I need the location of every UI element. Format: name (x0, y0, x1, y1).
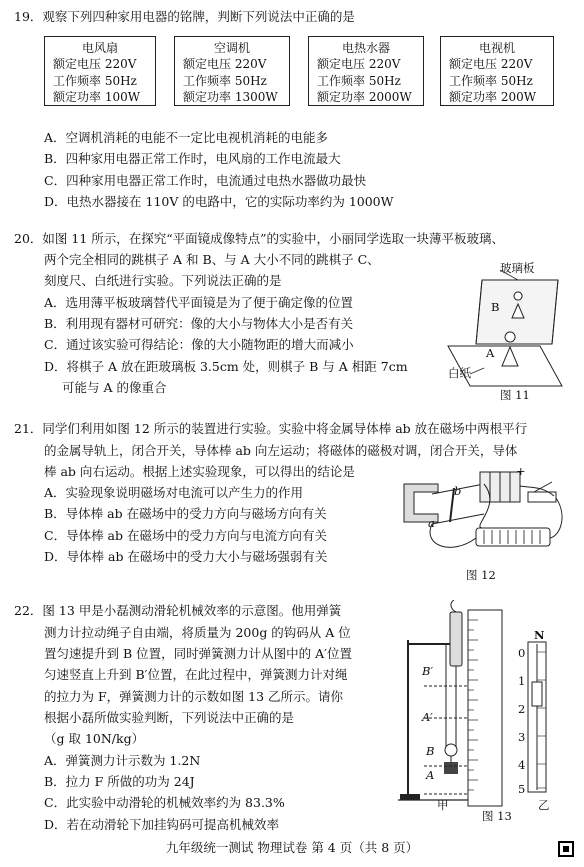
tick-1: 1 (518, 674, 526, 688)
q20-option-a: A．选用薄平板玻璃替代平面镜是为了便于确定像的位置 (44, 295, 354, 310)
q22-stem-line1: 22．图 13 甲是小磊测动滑轮机械效率的示意图。他用弹簧 (14, 603, 342, 618)
q21-option-d: D．导体棒 ab 在磁场中的受力大小与磁场强弱有关 (44, 549, 328, 564)
q22-stem-line2: 测力计拉动绳子自由端，将质量为 200g 的钩码从 A 位 (44, 625, 351, 640)
q22-option-c: C．此实验中动滑轮的机械效率约为 83.3% (44, 795, 285, 810)
nameplate-title: 电热水器 (341, 41, 390, 55)
q21-option-c: C．导体棒 ab 在磁场中的受力方向与电流方向有关 (44, 528, 327, 543)
piece-b-label: B (491, 300, 500, 314)
nameplate-frequency: 工作频率 50Hz (53, 74, 137, 88)
nameplate-voltage: 额定电压 220V (183, 57, 267, 71)
hook-weight (444, 762, 458, 774)
nameplate-voltage: 额定电压 220V (53, 57, 137, 71)
switch (528, 492, 556, 502)
label-a-prime: A′ (422, 710, 433, 724)
tick-4: 4 (518, 758, 526, 772)
label-b: B (426, 744, 435, 758)
q20-stem-line1: 20．如图 11 所示，在探究“平面镜成像特点”的实验中，小丽同学选取一块薄平板玻璃、 (14, 231, 505, 246)
nameplate-fan (44, 36, 156, 106)
tick-3: 3 (518, 730, 526, 744)
rod-end-a: a (428, 516, 435, 530)
q19-option-b: B．四种家用电器正常工作时，电风扇的工作电流最大 (44, 151, 341, 166)
nameplate-title: 电风扇 (81, 41, 118, 55)
q20-option-b: B．利用现有器材可研究：像的大小与物体大小是否有关 (44, 316, 354, 331)
q20-option-c: C．通过该实验可得结论：像的大小随物距的增大而减小 (44, 337, 354, 352)
q19-option-d: D．电热水器接在 110V 的电路中，它的实际功率约为 1000W (44, 194, 394, 209)
battery-plus: + (516, 464, 526, 478)
nameplate-ac (174, 36, 290, 106)
q22-option-d: D．若在动滑轮下加挂钩码可提高机械效率 (44, 817, 280, 832)
corner-qr-icon (558, 841, 574, 857)
q22-option-b: B．拉力 F 所做的功为 24J (44, 774, 195, 789)
nameplate-heater (308, 36, 424, 106)
tick-5: 5 (518, 782, 526, 796)
label-yi: 乙 (538, 798, 550, 812)
spring-scale (450, 612, 462, 666)
q22-stem-line4: 匀速竖直上升到 B′位置，在此过程中，弹簧测力计对绳 (44, 667, 348, 682)
figure-12-caption: 图 12 (466, 568, 496, 582)
tick-2: 2 (518, 702, 526, 716)
piece-a-label: A (486, 346, 495, 360)
q19-option-a: A．空调机消耗的电能不一定比电视机消耗的电能多 (44, 130, 329, 145)
label-a: A (426, 768, 435, 782)
rheostat (476, 528, 550, 546)
label-b-prime: B′ (422, 664, 434, 678)
nameplate-frequency: 工作频率 50Hz (183, 74, 267, 88)
nameplate-title: 电视机 (478, 41, 515, 55)
nameplate-frequency: 工作频率 50Hz (449, 74, 533, 88)
q22-stem-line5: 的拉力为 F，弹簧测力计的示数如图 13 乙所示。请你 (44, 689, 343, 704)
nameplate-power: 额定功率 1300W (183, 90, 278, 104)
figure-11 (440, 256, 570, 404)
tick-0: 0 (518, 646, 526, 660)
nameplate-voltage: 额定电压 220V (317, 57, 401, 71)
glass-label: 玻璃板 (500, 261, 535, 275)
q20-stem-line3: 刻度尺、白纸进行实验。下列说法正确的是 (44, 273, 282, 288)
rod-end-b: b (454, 484, 462, 498)
figure-11-caption: 图 11 (500, 388, 530, 402)
nameplate-voltage: 额定电压 220V (449, 57, 533, 71)
scale-indicator (532, 682, 542, 706)
movable-pulley (445, 744, 457, 756)
nameplate-power: 额定功率 200W (449, 90, 537, 104)
label-n: N (534, 628, 545, 642)
battery-minus: － (490, 465, 502, 479)
nameplate-frequency: 工作频率 50Hz (317, 74, 401, 88)
q20-stem-line2: 两个完全相同的跳棋子 A 和 B、与 A 大小不同的跳棋子 C、 (44, 252, 380, 267)
nameplate-power: 额定功率 100W (53, 90, 141, 104)
q21-stem-line2: 的金属导轨上，闭合开关，导体棒 ab 向左运动；将磁体的磁极对调，闭合开关，导体 (44, 443, 518, 458)
q20-option-d: D．将棋子 A 放在距玻璃板 3.5cm 处，则棋子 B 与 A 相距 7cm (44, 359, 408, 374)
q19-stem: 19．观察下列四种家用电器的铭牌，判断下列说法中正确的是 (14, 9, 355, 24)
q21-stem-line1: 21．同学们利用如图 12 所示的装置进行实验。实验中将金属导体棒 ab 放在磁场中两根平行 (14, 421, 528, 436)
nameplate-tv (440, 36, 554, 106)
vertical-ruler (468, 610, 502, 806)
q22-option-a: A．弹簧测力计示数为 1.2N (44, 753, 201, 768)
q22-stem-line3: 置匀速提升到 B 位置，同时弹簧测力计从图中的 A′位置 (44, 646, 352, 661)
q21-stem-line3: 棒 ab 向右运动。根据上述实验现象，可以得出的结论是 (44, 464, 355, 479)
nameplate-title: 空调机 (213, 41, 250, 55)
q20-option-d-cont: 可能与 A 的像重合 (62, 380, 167, 395)
page-footer: 九年级统一测试 物理试卷 第 4 页（共 8 页） (165, 840, 419, 855)
figure-12 (392, 466, 572, 568)
label-jia: 甲 (437, 798, 449, 812)
paper-label: 白纸 (448, 366, 471, 380)
nameplate-power: 额定功率 2000W (317, 90, 412, 104)
q19-option-c: C．四种家用电器正常工作时，电流通过电热水器做功最快 (44, 173, 367, 188)
q21-option-a: A．实验现象说明磁场对电流可以产生力的作用 (44, 485, 304, 500)
q22-stem-line6: 根据小磊所做实验判断，下列说法中正确的是 (44, 710, 295, 725)
figure-13-caption: 图 13 (482, 809, 512, 823)
q22-stem-line7: （g 取 10N/kg） (44, 731, 145, 746)
q21-option-b: B．导体棒 ab 在磁场中的受力方向与磁场方向有关 (44, 506, 327, 521)
